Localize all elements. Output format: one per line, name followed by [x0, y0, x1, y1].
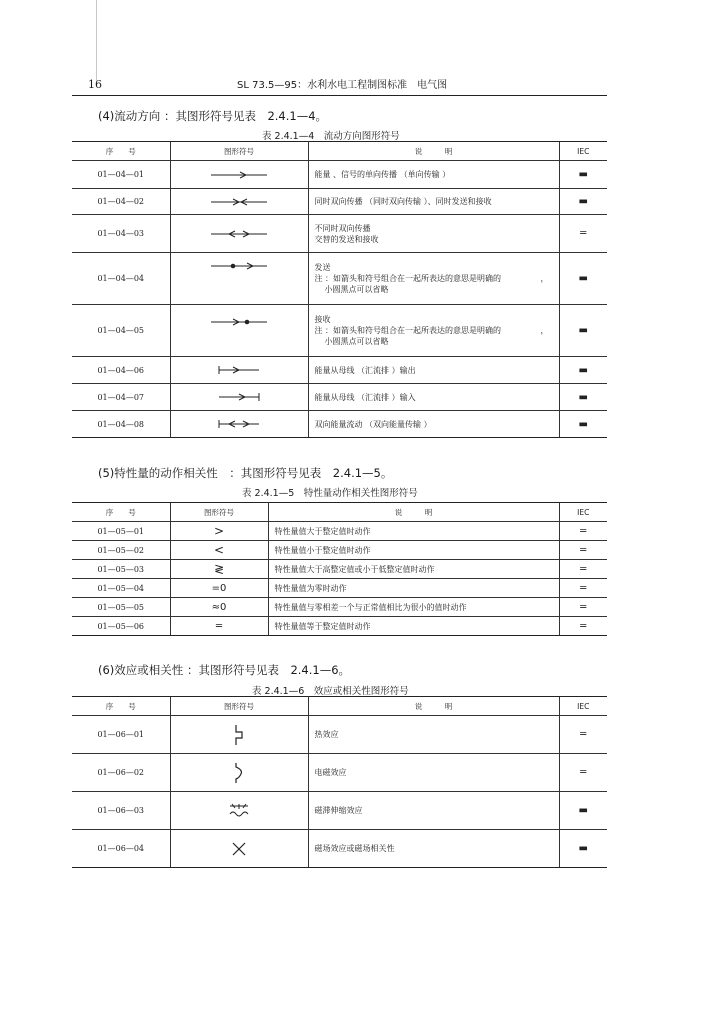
col-header-iec: IEC [559, 142, 607, 161]
approx-zero-icon: ≈0 [170, 598, 268, 617]
bidirectional-arrow-icon [170, 189, 308, 215]
table-row: 01—04—02 同时双向传播 （同时双向传输 ）、同时发送和接收 ▬ [72, 189, 607, 215]
table-row: 01—05—06 ═ 特性量值等于整定值时动作 ═ [72, 617, 607, 636]
running-header: SL 73.5—95：水利水电工程制图标准 电气图 [237, 80, 448, 91]
input-arrow-icon [170, 384, 308, 411]
col-header-desc: 说 明 [268, 503, 559, 522]
thermal-effect-icon [170, 716, 308, 754]
table-row: 01—04—05 接收 注 ：如箭头和符号组合在一起所表达的意思是明确的 ， 小圆黑点可以省略 ▬ [72, 305, 607, 357]
magnetic-field-effect-icon [170, 830, 308, 868]
section-5-intro: (5)特性量的动作相关性 ：其图形符号见表 2.4.1—5。 [98, 466, 393, 480]
table-row: 01—06—02 电磁效应 ═ [72, 754, 607, 792]
col-header-symbol: 图形符号 [170, 697, 308, 716]
table-row: 01—04—07 能量从母线 （汇流排 ）输入 ▬ [72, 384, 607, 411]
single-arrow-icon [170, 161, 308, 189]
col-header-no: 序 号 [72, 503, 170, 522]
table-row: 01—06—03 磁滞伸缩效应 ▬ [72, 792, 607, 830]
magnetostriction-effect-icon [170, 792, 308, 830]
less-than-icon: < [170, 541, 268, 560]
col-header-desc: 说 明 [308, 697, 559, 716]
table-row: 01—05—02 < 特性量值小于整定值时动作 ═ [72, 541, 607, 560]
table-row: 01—06—01 热效应 ═ [72, 716, 607, 754]
equals-setting-icon: ═ [170, 617, 268, 636]
table-row: 01—05—04 =0 特性量值为零时动作 ═ [72, 579, 607, 598]
header-rule [72, 95, 607, 96]
table-row: 01—05—01 > 特性量值大于整定值时动作 ═ [72, 522, 607, 541]
bidirectional-bus-arrow-icon [170, 411, 308, 438]
equals-zero-icon: =0 [170, 579, 268, 598]
table-6-caption: 表 2.4.1—6 效应或相关性图形符号 [252, 686, 409, 697]
crop-mark [96, 0, 97, 82]
table-row: 01—04—01 能量 、信号的单向传播 （单向传输 ） ▬ [72, 161, 607, 189]
col-header-symbol: 图形符号 [170, 142, 308, 161]
output-arrow-icon [170, 357, 308, 384]
alternating-arrow-icon [170, 215, 308, 253]
table-row: 01—04—08 双向能量流动 （双向能量传输 ） ▬ [72, 411, 607, 438]
table-row: 01—05—05 ≈0 特性量值与零相差一个与正常值相比为很小的值时动作 ═ [72, 598, 607, 617]
col-header-desc: 说 明 [308, 142, 559, 161]
table-4-caption: 表 2.4.1—4 流动方向图形符号 [262, 131, 400, 142]
table-row: 01—05—03 ≷ 特性量值大于高整定值或小于低整定值时动作 ═ [72, 560, 607, 579]
section-4-intro: (4)流动方向 ：其图形符号见表 2.4.1—4。 [98, 109, 328, 123]
electromagnetic-effect-icon [170, 754, 308, 792]
section-6-intro: (6)效应或相关性 ：其图形符号见表 2.4.1—6。 [98, 663, 351, 677]
greater-than-icon: > [170, 522, 268, 541]
table-5-caption: 表 2.4.1—5 特性量动作相关性图形符号 [242, 488, 418, 499]
page-number: 16 [88, 78, 102, 91]
col-header-symbol: 图形符号 [170, 503, 268, 522]
greater-or-less-icon: ≷ [170, 560, 268, 579]
table-row: 01—04—03 不同时双向传播 交替的发送和接收 ═ [72, 215, 607, 253]
table-flow-direction [72, 141, 607, 438]
col-header-iec: IEC [559, 503, 607, 522]
table-characteristic-action [72, 502, 607, 636]
table-row: 01—06—04 磁场效应或磁场相关性 ▬ [72, 830, 607, 868]
col-header-no: 序 号 [72, 142, 170, 161]
col-header-iec: IEC [559, 697, 607, 716]
table-row: 01—04—06 能量从母线 （汇流排 ）输出 ▬ [72, 357, 607, 384]
receive-arrow-icon [170, 305, 308, 357]
send-arrow-icon [170, 253, 308, 305]
table-effect-dependency [72, 696, 607, 868]
table-row: 01—04—04 发送 注 ：如箭头和符号组合在一起所表达的意思是明确的 ， 小圆黑点可以省略 ▬ [72, 253, 607, 305]
col-header-no: 序 号 [72, 697, 170, 716]
